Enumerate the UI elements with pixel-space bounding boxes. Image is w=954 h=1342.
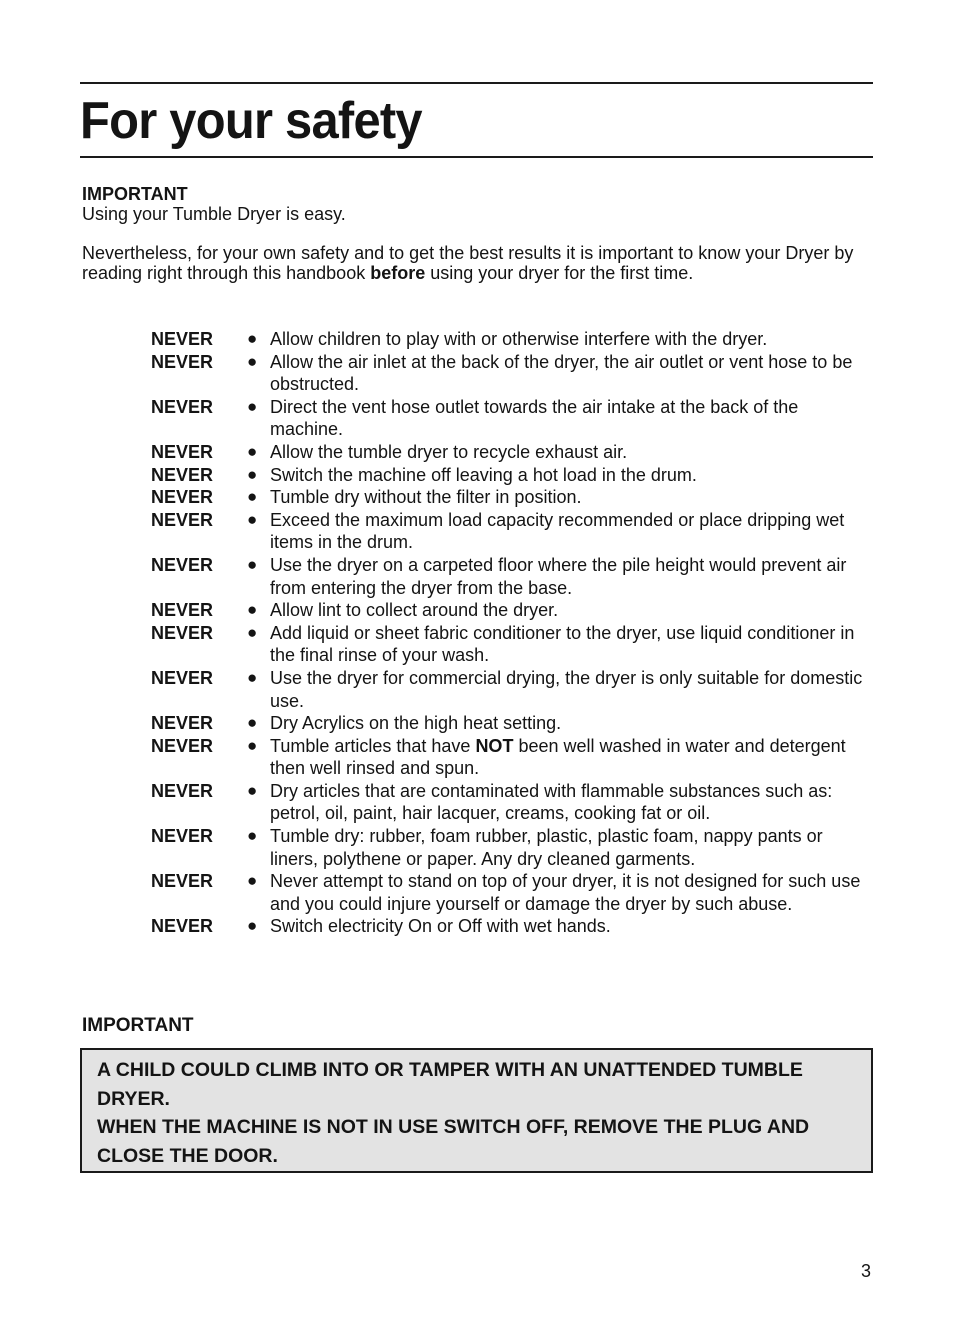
never-item — [151, 486, 871, 509]
never-list — [151, 328, 871, 938]
never-label: NEVER — [151, 351, 214, 372]
never-item-text: Allow the tumble dryer to recycle exhaust air. — [270, 441, 628, 462]
never-label: NEVER — [151, 509, 214, 530]
never-item — [151, 509, 871, 554]
never-item — [151, 554, 871, 599]
bullet-icon: ● — [247, 600, 258, 620]
never-label: NEVER — [151, 600, 214, 621]
bullet-icon: ● — [247, 509, 258, 529]
bullet-icon: ● — [247, 554, 258, 574]
never-item-text: Dry Acrylics on the high heat setting. — [270, 713, 562, 734]
title-underline-rule — [80, 156, 873, 158]
never-item — [151, 825, 871, 870]
never-label: NEVER — [151, 667, 214, 688]
never-item-text: Allow lint to collect around the dryer. — [270, 600, 559, 621]
never-item-text: Switch electricity On or Off with wet hands. — [270, 916, 611, 937]
bullet-icon: ● — [247, 464, 258, 484]
page-title: For your safety — [80, 92, 422, 150]
never-label: NEVER — [151, 826, 214, 847]
intro-section — [82, 184, 872, 283]
bullet-icon: ● — [247, 826, 258, 846]
never-item-text: Use the dryer for commercial drying, the dryer is only suitable for domestic use. — [270, 667, 863, 711]
never-item — [151, 712, 871, 735]
never-item-emphasis: NOT — [475, 735, 514, 756]
never-label: NEVER — [151, 396, 214, 417]
intro-heading: IMPORTANT — [82, 184, 188, 204]
never-label: NEVER — [151, 916, 214, 937]
bullet-icon: ● — [247, 667, 258, 687]
warning-text — [97, 1056, 857, 1170]
never-item-text: Dry articles that are contaminated with flammable substances such as: petrol, oil, paint, hair lacquer, creams, cooking fat or oil. — [270, 780, 833, 824]
never-label: NEVER — [151, 713, 214, 734]
intro-paragraph-emphasis: before — [370, 263, 426, 283]
never-item — [151, 870, 871, 915]
bullet-icon: ● — [247, 780, 258, 800]
warning-line: A CHILD COULD CLIMB INTO OR TAMPER WITH AN UNATTENDED TUMBLE DRYER. — [97, 1059, 803, 1110]
never-label: NEVER — [151, 735, 214, 756]
bullet-icon: ● — [247, 441, 258, 461]
never-item-text: Use the dryer on a carpeted floor where the pile height would prevent air from entering the dryer from the base. — [270, 554, 847, 598]
warning-line: WHEN THE MACHINE IS NOT IN USE SWITCH OFF, REMOVE THE PLUG AND CLOSE THE DOOR. — [97, 1116, 810, 1167]
never-item — [151, 622, 871, 667]
page-number: 3 — [861, 1261, 872, 1281]
never-label: NEVER — [151, 871, 214, 892]
never-item-text: Tumble dry without the filter in position. — [270, 487, 582, 508]
never-item-text: Allow children to play with or otherwise interfere with the dryer. — [270, 329, 768, 349]
never-label: NEVER — [151, 780, 214, 801]
bullet-icon: ● — [247, 622, 258, 642]
never-item-text: Never attempt to stand on top of your dryer, it is not designed for such use and you could injure yourself or damage the dryer by such abuse. — [270, 871, 861, 914]
intro-line: Using your Tumble Dryer is easy. — [82, 204, 346, 224]
top-rule — [80, 82, 873, 84]
never-item-text: Exceed the maximum load capacity recommended or place dripping wet items in the drum. — [270, 509, 845, 553]
bullet-icon: ● — [247, 351, 258, 371]
bullet-icon: ● — [247, 735, 258, 755]
never-item-text: Switch the machine off leaving a hot load in the drum. — [270, 464, 697, 485]
never-label: NEVER — [151, 464, 214, 485]
never-item — [151, 351, 871, 396]
never-item-text-part: Tumble articles that have — [270, 735, 476, 756]
bullet-icon: ● — [247, 487, 258, 507]
never-item — [151, 441, 871, 464]
bullet-icon: ● — [247, 871, 258, 891]
never-item-text: Direct the vent hose outlet towards the air intake at the back of the machine. — [270, 396, 799, 440]
never-label: NEVER — [151, 622, 214, 643]
never-item — [151, 599, 871, 622]
never-item-text — [270, 735, 871, 780]
bullet-icon: ● — [247, 396, 258, 416]
never-label: NEVER — [151, 329, 214, 349]
never-label: NEVER — [151, 554, 214, 575]
never-item — [151, 328, 871, 351]
never-label: NEVER — [151, 487, 214, 508]
never-item — [151, 915, 871, 938]
never-item — [151, 735, 871, 780]
bullet-icon: ● — [247, 916, 258, 936]
bullet-icon: ● — [247, 713, 258, 733]
bullet-icon: ● — [247, 329, 258, 348]
intro-paragraph-text: Nevertheless, for your own safety and to get the best results it is important to know your Dryer by reading right through this handbook — [82, 243, 854, 283]
warning-box — [80, 1048, 873, 1173]
never-item-text: Tumble dry: rubber, foam rubber, plastic, plastic foam, nappy pants or liners, polythene or paper. Any dry cleaned garments. — [270, 826, 823, 869]
never-item — [151, 780, 871, 825]
never-item — [151, 396, 871, 441]
important-heading: IMPORTANT — [82, 1015, 194, 1036]
never-item — [151, 464, 871, 487]
never-item — [151, 667, 871, 712]
never-item-text: Allow the air inlet at the back of the dryer, the air outlet or vent hose to be obstructed. — [270, 351, 853, 395]
never-item-text: Add liquid or sheet fabric conditioner to the dryer, use liquid conditioner in the final rinse of your wash. — [270, 622, 855, 666]
never-label: NEVER — [151, 441, 214, 462]
intro-paragraph-text-end: using your dryer for the first time. — [425, 263, 694, 283]
never-item-text-part: been well washed in water and detergent then well rinsed and spun. — [270, 735, 846, 779]
intro-paragraph — [82, 243, 872, 283]
